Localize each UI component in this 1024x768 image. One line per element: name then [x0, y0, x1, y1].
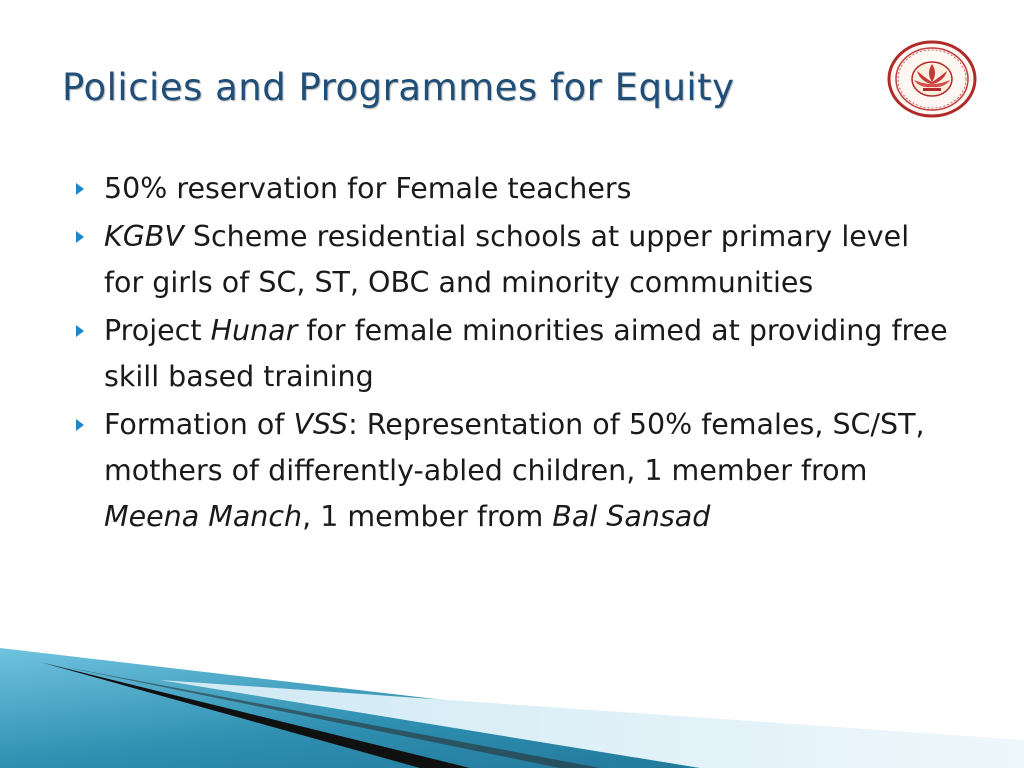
bullet-text: , 1 member from [302, 500, 553, 533]
kgbv-term: KGBV [104, 220, 184, 253]
meena-manch-term: Meena Manch [104, 500, 303, 533]
bullet-list [76, 166, 956, 542]
university-seal-emblem-icon [887, 40, 977, 118]
bullet-item-hunar [76, 308, 956, 400]
bullet-item-vss [76, 402, 956, 540]
bullet-text: for female minorities aimed at providing free skill based training [104, 314, 948, 393]
bullet-item-kgbv [76, 214, 956, 306]
bullet-text: Project [104, 314, 211, 347]
bullet-text: : Representation of 50% females, SC/ST, mothers of differently-abled children, 1 member from [104, 408, 925, 487]
triangle-bullet-icon [76, 325, 84, 337]
bullet-text: 50% reservation for Female teachers [104, 172, 632, 205]
triangle-bullet-icon [76, 419, 84, 431]
bullet-text: Formation of [104, 408, 294, 441]
hunar-term: Hunar [210, 314, 298, 347]
vss-term: VSS [293, 408, 349, 441]
triangle-bullet-icon [76, 183, 84, 195]
slide-title: Policies and Programmes for Equity [62, 66, 735, 109]
bullet-item-female-teachers [76, 166, 956, 212]
bullet-text: Scheme residential schools at upper primary level for girls of SC, ST, OBC and minority communities [104, 220, 910, 299]
triangle-bullet-icon [76, 231, 84, 243]
bal-sansad-term: Bal Sansad [552, 500, 711, 533]
footer-decoration [0, 640, 1024, 768]
